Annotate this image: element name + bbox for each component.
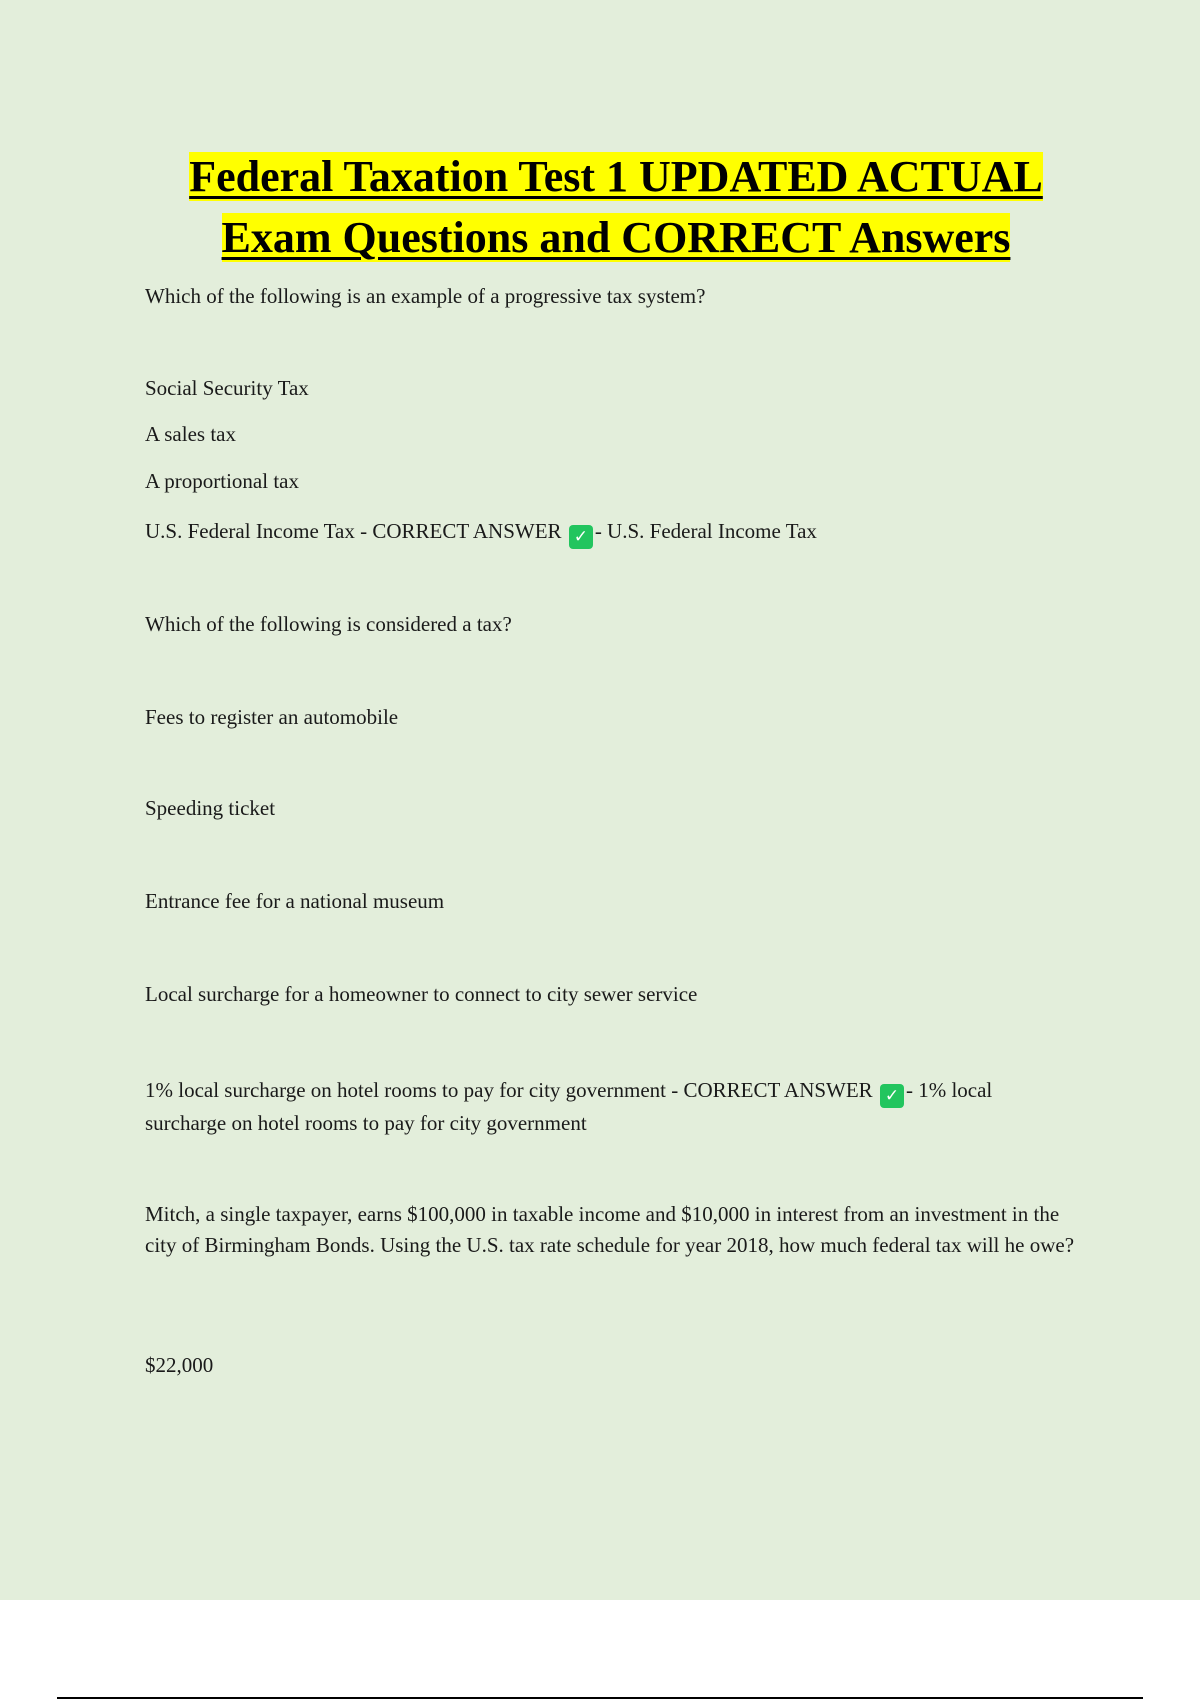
check-box-icon: ✓ [569, 525, 593, 549]
question-1-prompt: Which of the following is an example of a progressive tax system? [145, 284, 706, 308]
question-1-option-3: A proportional tax [145, 469, 299, 493]
question-1-answer-text: - U.S. Federal Income Tax [594, 519, 817, 543]
question-2-option-4: Local surcharge for a homeowner to connect to city sewer service [145, 982, 698, 1006]
title-line-1: Federal Taxation Test 1 UPDATED ACTUAL [189, 152, 1043, 201]
footer-rule [57, 1697, 1143, 1699]
question-3-option-1: $22,000 [145, 1353, 214, 1377]
question-2-answer-option: 1% local surcharge on hotel rooms to pay for city government - CORRECT ANSWER [145, 1078, 873, 1102]
question-1-answer [145, 516, 1075, 549]
question-2-option-1: Fees to register an automobile [145, 705, 399, 729]
question-2-answer [145, 1075, 1075, 1139]
check-box-icon: ✓ [880, 1084, 904, 1108]
question-2-option-3: Entrance fee for a national museum [145, 889, 445, 913]
question-1-option-2: A sales tax [145, 422, 236, 446]
title-line-2: Exam Questions and CORRECT Answers [221, 213, 1011, 262]
question-2-option-2: Speeding ticket [145, 796, 276, 820]
question-2-prompt: Which of the following is considered a tax? [145, 612, 512, 636]
question-2-answer-text: - 1% local surcharge on hotel rooms to pay for city government [145, 1078, 993, 1135]
document-title [0, 146, 1200, 268]
question-3-prompt: Mitch, a single taxpayer, earns $100,000 in taxable income and $10,000 in interest from an investment in the city of Birmingham Bonds. Using the U.S. tax rate schedule for year 2018, how much federal tax will he owe? [145, 1202, 1075, 1257]
question-1-option-1: Social Security Tax [145, 376, 309, 400]
question-1-answer-option: U.S. Federal Income Tax - CORRECT ANSWER [145, 519, 562, 543]
